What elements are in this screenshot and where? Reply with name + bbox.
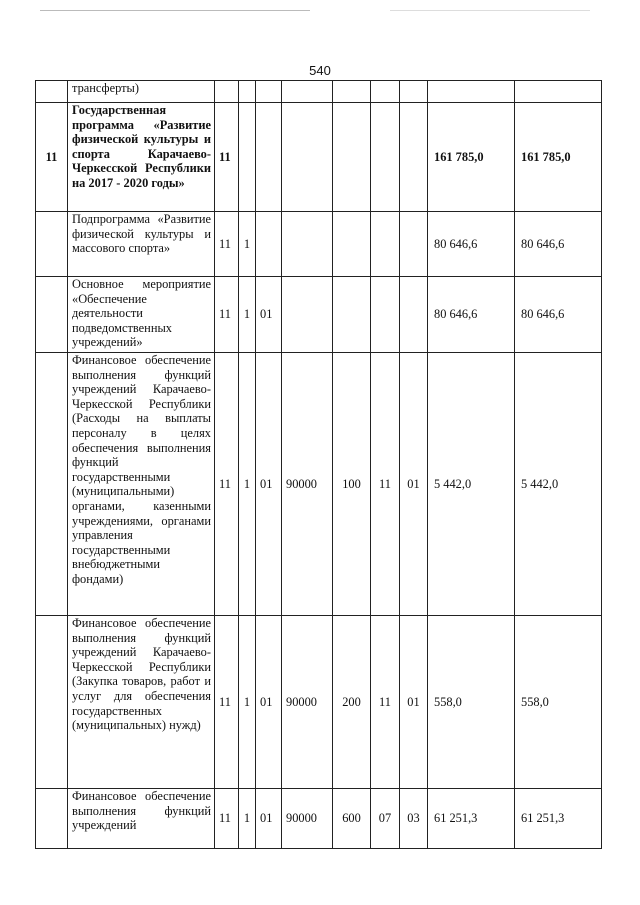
cell-pp — [256, 212, 282, 277]
cell-name: Финансовое обеспечение выполнения функций учреждений Карачаево-Черкесской Республики (Расходы на выплаты персоналу в целях обеспечения выполнения функций государственными (муниципальными) органами, казенными учреждениями, органами управления государственными внебюджетными фондами) — [68, 353, 215, 616]
cell-pp: 01 — [256, 277, 282, 353]
cell-csr — [282, 212, 333, 277]
cell-name: Финансовое обеспечение выполнения функций учреждений Карачаево-Черкесской Республики (Закупка товаров, работ и услуг для обеспечения государственных (муниципальных) нужд) — [68, 616, 215, 789]
cell-gp: 1 — [239, 616, 256, 789]
cell-sum-1 — [428, 81, 515, 103]
cell-sum-2 — [515, 81, 602, 103]
cell-rz — [371, 81, 400, 103]
cell-rz: 07 — [371, 789, 400, 849]
cell-no — [36, 81, 68, 103]
scan-artifact-line — [40, 10, 310, 11]
cell-gp: 1 — [239, 789, 256, 849]
cell-sum-2: 80 646,6 — [515, 277, 602, 353]
cell-vr: 100 — [333, 353, 371, 616]
cell-sum-1: 5 442,0 — [428, 353, 515, 616]
cell-no — [36, 277, 68, 353]
cell-rz — [371, 277, 400, 353]
cell-pp: 01 — [256, 353, 282, 616]
cell-rz: 11 — [371, 353, 400, 616]
cell-no — [36, 212, 68, 277]
cell-pr — [400, 212, 428, 277]
cell-pr: 03 — [400, 789, 428, 849]
table-row — [36, 353, 602, 616]
cell-pr: 01 — [400, 616, 428, 789]
cell-grbs — [215, 81, 239, 103]
cell-gp: 1 — [239, 212, 256, 277]
cell-vr — [333, 277, 371, 353]
cell-name: Подпрограмма «Развитие физической культуры и массового спорта» — [68, 212, 215, 277]
cell-csr: 90000 — [282, 616, 333, 789]
cell-pp — [256, 81, 282, 103]
cell-no — [36, 616, 68, 789]
table-row — [36, 212, 602, 277]
cell-sum-1: 161 785,0 — [428, 103, 515, 212]
cell-vr: 600 — [333, 789, 371, 849]
cell-gp: 1 — [239, 353, 256, 616]
cell-csr — [282, 81, 333, 103]
table-row — [36, 277, 602, 353]
cell-csr — [282, 277, 333, 353]
cell-pp: 01 — [256, 789, 282, 849]
cell-no: 11 — [36, 103, 68, 212]
cell-vr — [333, 81, 371, 103]
cell-grbs: 11 — [215, 103, 239, 212]
cell-rz — [371, 212, 400, 277]
scan-artifact-line — [390, 10, 590, 11]
table-body — [36, 81, 602, 849]
cell-grbs: 11 — [215, 353, 239, 616]
cell-pr — [400, 103, 428, 212]
table-row — [36, 616, 602, 789]
cell-rz: 11 — [371, 616, 400, 789]
table-row — [36, 103, 602, 212]
cell-pr: 01 — [400, 353, 428, 616]
cell-sum-1: 61 251,3 — [428, 789, 515, 849]
page-number: 540 — [309, 63, 331, 78]
cell-grbs: 11 — [215, 277, 239, 353]
cell-pp — [256, 103, 282, 212]
cell-vr — [333, 212, 371, 277]
cell-rz — [371, 103, 400, 212]
cell-pr — [400, 81, 428, 103]
cell-sum-2: 558,0 — [515, 616, 602, 789]
cell-grbs: 11 — [215, 789, 239, 849]
cell-name: Финансовое обеспечение выполнения функций учреждений — [68, 789, 215, 849]
cell-name: Государственная программа «Развитие физической культуры и спорта Карачаево-Черкесской Республики на 2017 - 2020 годы» — [68, 103, 215, 212]
cell-name: Основное мероприятие «Обеспечение деятельности подведомственных учреждений» — [68, 277, 215, 353]
cell-pr — [400, 277, 428, 353]
cell-no — [36, 353, 68, 616]
cell-name: трансферты) — [68, 81, 215, 103]
cell-sum-2: 5 442,0 — [515, 353, 602, 616]
cell-sum-2: 80 646,6 — [515, 212, 602, 277]
cell-gp — [239, 103, 256, 212]
cell-csr: 90000 — [282, 353, 333, 616]
cell-sum-1: 80 646,6 — [428, 277, 515, 353]
budget-table — [35, 80, 602, 849]
cell-csr: 90000 — [282, 789, 333, 849]
cell-csr — [282, 103, 333, 212]
cell-pp: 01 — [256, 616, 282, 789]
cell-grbs: 11 — [215, 212, 239, 277]
table-row — [36, 81, 602, 103]
cell-vr — [333, 103, 371, 212]
cell-gp — [239, 81, 256, 103]
cell-gp: 1 — [239, 277, 256, 353]
cell-vr: 200 — [333, 616, 371, 789]
table-row — [36, 789, 602, 849]
cell-no — [36, 789, 68, 849]
cell-sum-1: 80 646,6 — [428, 212, 515, 277]
cell-sum-2: 61 251,3 — [515, 789, 602, 849]
cell-sum-2: 161 785,0 — [515, 103, 602, 212]
cell-sum-1: 558,0 — [428, 616, 515, 789]
cell-grbs: 11 — [215, 616, 239, 789]
